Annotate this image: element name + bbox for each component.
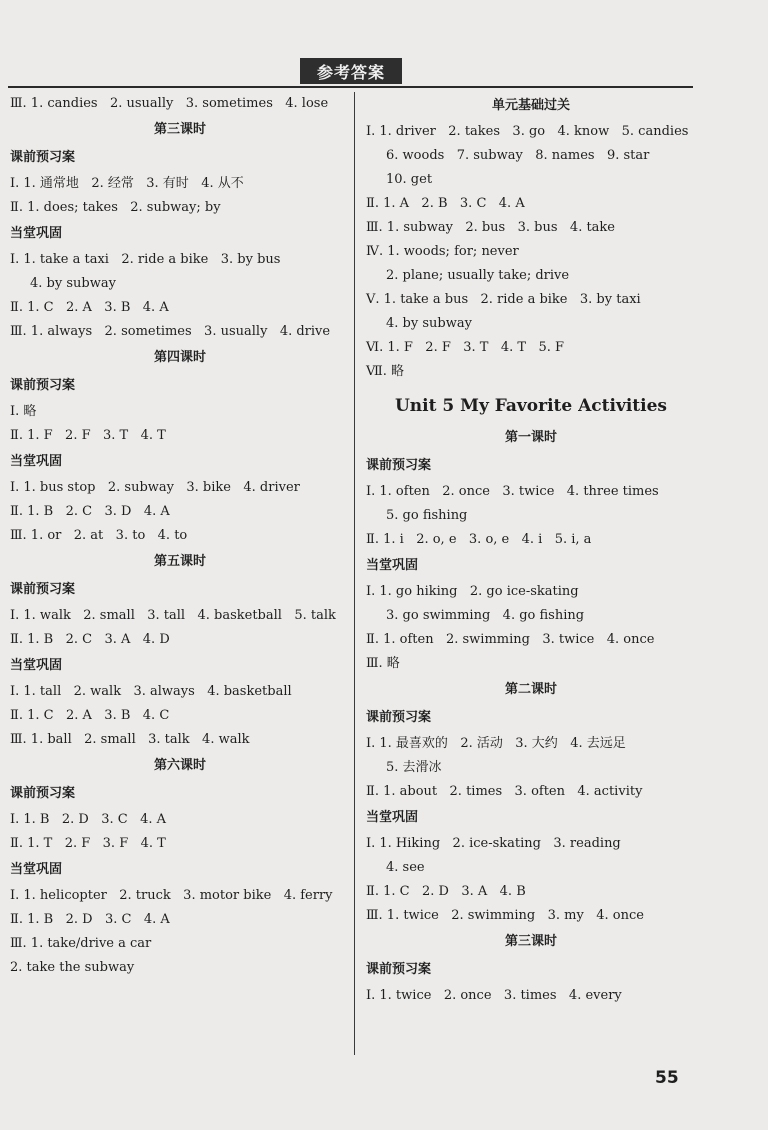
- answer-line: Ⅰ. 1. walk 2. small 3. tall 4. basketball 5. talk: [10, 608, 336, 623]
- answer-line: Ⅰ. 1. 最喜欢的 2. 活动 3. 大约 4. 去远足: [366, 736, 626, 751]
- lesson-heading: 第三课时: [153, 122, 206, 137]
- right-column: [366, 92, 696, 1008]
- lesson-heading: 第三课时: [504, 934, 557, 949]
- answer-line: Ⅰ. 略: [10, 404, 37, 419]
- answer-line: Ⅱ. 1. does; takes 2. subway; by: [10, 200, 221, 215]
- left-column: [10, 92, 350, 980]
- answer-line: 4. see: [386, 860, 425, 875]
- section-heading: 当堂巩固: [10, 658, 63, 673]
- answer-line: Ⅱ. 1. B 2. C 3. D 4. A: [10, 504, 170, 519]
- section-heading: 当堂巩固: [10, 862, 63, 877]
- answer-line: Ⅰ. 1. B 2. D 3. C 4. A: [10, 812, 167, 827]
- section-heading: 课前预习案: [366, 962, 432, 977]
- section-heading: 当堂巩固: [366, 558, 419, 573]
- answer-line: Ⅱ. 1. C 2. A 3. B 4. C: [10, 708, 170, 723]
- lesson-heading: 第五课时: [153, 554, 206, 569]
- answer-line: Ⅰ. 1. tall 2. walk 3. always 4. basketball: [10, 684, 292, 699]
- section-heading: 课前预习案: [10, 378, 76, 393]
- answer-line: Ⅲ. 1. or 2. at 3. to 4. to: [10, 528, 188, 543]
- answer-line: Ⅰ. 1. bus stop 2. subway 3. bike 4. driver: [10, 480, 300, 495]
- column-divider: [354, 92, 355, 1055]
- answer-line: Ⅱ. 1. C 2. A 3. B 4. A: [10, 300, 169, 315]
- answer-line: Ⅱ. 1. A 2. B 3. C 4. A: [366, 196, 525, 211]
- section-heading: 当堂巩固: [10, 226, 63, 241]
- answer-line: 4. by subway: [30, 276, 116, 291]
- answer-line: Ⅳ. 1. woods; for; never: [366, 244, 519, 259]
- page-number: 55: [655, 1068, 679, 1088]
- answer-line: Ⅲ. 1. ball 2. small 3. talk 4. walk: [10, 732, 250, 747]
- section-heading: 当堂巩固: [10, 454, 63, 469]
- answer-line: 5. 去滑冰: [386, 760, 442, 775]
- section-heading: 课前预习案: [10, 150, 76, 165]
- answer-line: Ⅲ. 1. subway 2. bus 3. bus 4. take: [366, 220, 615, 235]
- answer-line: Ⅲ. 1. twice 2. swimming 3. my 4. once: [366, 908, 644, 923]
- section-heading: 课前预习案: [10, 582, 76, 597]
- lesson-heading: 第二课时: [504, 682, 557, 697]
- unit-title: Unit 5 My Favorite Activities: [394, 396, 668, 416]
- lesson-heading: 第一课时: [504, 430, 557, 445]
- answer-line: 5. go fishing: [386, 508, 468, 523]
- section-heading: 当堂巩固: [366, 810, 419, 825]
- answer-line: Ⅰ. 1. often 2. once 3. twice 4. three times: [366, 484, 659, 499]
- answer-line: Ⅰ. 1. go hiking 2. go ice-skating: [366, 584, 579, 599]
- header-divider: [8, 86, 693, 88]
- answer-line: 10. get: [386, 172, 433, 187]
- answer-line: 4. by subway: [386, 316, 472, 331]
- answer-line: Ⅱ. 1. T 2. F 3. F 4. T: [10, 836, 166, 851]
- lesson-heading: 第四课时: [153, 350, 206, 365]
- answer-line: 2. take the subway: [10, 960, 135, 975]
- answer-line: Ⅱ. 1. about 2. times 3. often 4. activity: [366, 784, 643, 799]
- page-header-title: 参考答案: [300, 58, 402, 84]
- answer-line: Ⅰ. 1. driver 2. takes 3. go 4. know 5. candies: [366, 124, 689, 139]
- answer-line: Ⅶ. 略: [366, 364, 405, 379]
- section-heading: 课前预习案: [366, 458, 432, 473]
- lesson-heading: 第六课时: [153, 758, 206, 773]
- section-heading: 课前预习案: [10, 786, 76, 801]
- answer-line: Ⅰ. 1. twice 2. once 3. times 4. every: [366, 988, 622, 1003]
- lesson-heading: 单元基础过关: [491, 98, 570, 113]
- answer-line: Ⅱ. 1. i 2. o, e 3. o, e 4. i 5. i, a: [366, 532, 592, 547]
- answer-line: Ⅱ. 1. B 2. C 3. A 4. D: [10, 632, 170, 647]
- answer-line: Ⅱ. 1. F 2. F 3. T 4. T: [10, 428, 166, 443]
- answer-line: Ⅲ. 1. always 2. sometimes 3. usually 4. drive: [10, 324, 331, 339]
- answer-line: Ⅱ. 1. often 2. swimming 3. twice 4. once: [366, 632, 655, 647]
- answer-line: Ⅵ. 1. F 2. F 3. T 4. T 5. F: [366, 340, 565, 355]
- answer-line: Ⅱ. 1. C 2. D 3. A 4. B: [366, 884, 526, 899]
- answer-line: Ⅴ. 1. take a bus 2. ride a bike 3. by taxi: [366, 292, 641, 307]
- answer-line: Ⅰ. 1. Hiking 2. ice-skating 3. reading: [366, 836, 621, 851]
- answer-line: Ⅲ. 1. candies 2. usually 3. sometimes 4. lose: [10, 96, 329, 111]
- answer-line: Ⅰ. 1. helicopter 2. truck 3. motor bike 4. ferry: [10, 888, 333, 903]
- answer-line: Ⅰ. 1. 通常地 2. 经常 3. 有时 4. 从不: [10, 176, 244, 191]
- answer-line: 3. go swimming 4. go fishing: [386, 608, 585, 623]
- answer-line: Ⅲ. 1. take/drive a car: [10, 936, 152, 951]
- section-heading: 课前预习案: [366, 710, 432, 725]
- answer-line: 6. woods 7. subway 8. names 9. star: [386, 148, 650, 163]
- answer-line: Ⅱ. 1. B 2. D 3. C 4. A: [10, 912, 170, 927]
- answer-line: Ⅲ. 略: [366, 656, 400, 671]
- answer-line: Ⅰ. 1. take a taxi 2. ride a bike 3. by bus: [10, 252, 281, 267]
- answer-line: 2. plane; usually take; drive: [386, 268, 570, 283]
